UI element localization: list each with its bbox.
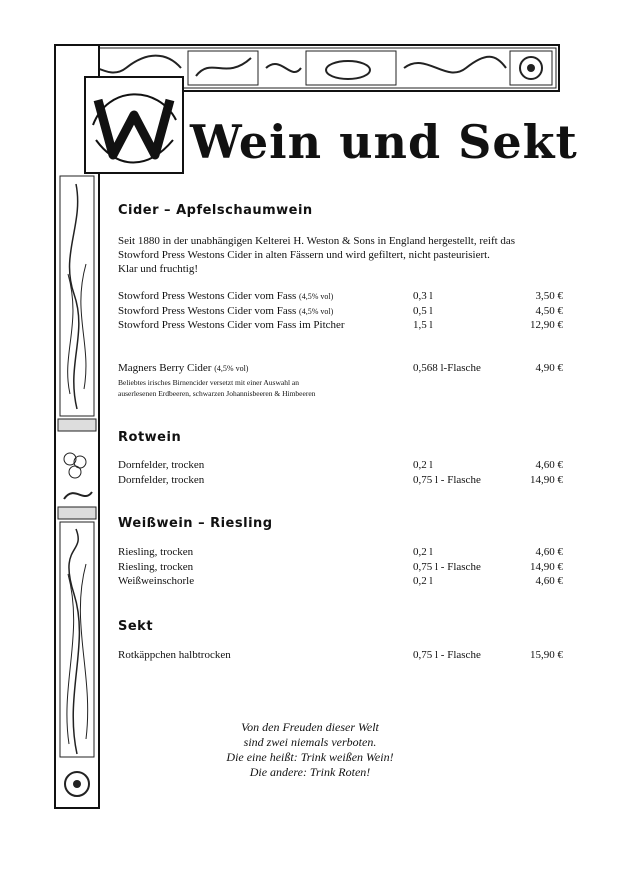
section-title-sekt: Sekt bbox=[118, 619, 154, 634]
quote-line: Die eine heißt: Trink weißen Wein! bbox=[226, 750, 394, 764]
item-size: 1,5 l bbox=[413, 319, 433, 331]
cider-intro-line: Seit 1880 in der unabhängigen Kelterei H. Weston & Sons in England hergestellt, reift das bbox=[118, 235, 516, 247]
item-size: 0,2 l bbox=[413, 575, 433, 587]
item-name: Riesling, trocken bbox=[118, 546, 194, 558]
quote-line: Von den Freuden dieser Welt bbox=[241, 720, 379, 734]
cider-intro-line: Stowford Press Westons Cider in alten Fässern und wird gefiltert, nicht pasteurisiert. bbox=[118, 249, 490, 261]
item-price: 14,90 € bbox=[530, 474, 563, 486]
menu-item bbox=[118, 546, 563, 560]
quote-line: sind zwei niemals verboten. bbox=[243, 735, 377, 749]
item-name: Weißweinschorle bbox=[118, 575, 195, 587]
item-price: 3,50 € bbox=[535, 290, 563, 302]
item-size: 0,568 l-Flasche bbox=[413, 362, 481, 374]
item-name: Riesling, trocken bbox=[118, 561, 194, 573]
item-price: 4,60 € bbox=[535, 575, 563, 587]
item-size: 0,5 l bbox=[413, 305, 433, 317]
menu-item bbox=[118, 474, 563, 488]
item-price: 15,90 € bbox=[530, 649, 563, 661]
item-name: Magners Berry Cider bbox=[118, 362, 212, 374]
menu-item bbox=[118, 319, 563, 333]
menu-item bbox=[118, 649, 563, 663]
item-size: 0,2 l bbox=[413, 459, 433, 471]
item-price: 4,60 € bbox=[535, 546, 563, 558]
item-name: Stowford Press Westons Cider vom Fass bbox=[118, 305, 297, 317]
item-price: 4,50 € bbox=[535, 305, 563, 317]
item-price: 14,90 € bbox=[530, 561, 563, 573]
vine-ornament-icon bbox=[56, 174, 98, 807]
item-note: (4,5% vol) bbox=[299, 307, 334, 316]
item-note: (4,5% vol) bbox=[214, 364, 249, 373]
item-size: 0,75 l - Flasche bbox=[413, 649, 481, 661]
menu-item bbox=[118, 561, 563, 575]
item-name: Rotkäppchen halbtrocken bbox=[118, 649, 231, 661]
cider-intro bbox=[118, 234, 515, 276]
item-name: Dornfelder, trocken bbox=[118, 474, 205, 486]
item-name: Stowford Press Westons Cider vom Fass im Pitcher bbox=[118, 319, 345, 331]
illuminated-initial-w-icon bbox=[88, 80, 180, 170]
item-note: (4,5% vol) bbox=[299, 292, 334, 301]
menu-item bbox=[118, 459, 563, 473]
section-title-rotwein: Rotwein bbox=[118, 430, 182, 445]
item-price: 4,60 € bbox=[535, 459, 563, 471]
item-size: 0,75 l - Flasche bbox=[413, 561, 481, 573]
item-size: 0,2 l bbox=[413, 546, 433, 558]
section-title-cider: Cider – Apfelschaumwein bbox=[118, 203, 313, 218]
item-price: 12,90 € bbox=[530, 319, 563, 331]
item-name: Dornfelder, trocken bbox=[118, 459, 205, 471]
item-price: 4,90 € bbox=[535, 362, 563, 374]
menu-item bbox=[118, 575, 563, 589]
cider-intro-line: Klar und fruchtig! bbox=[118, 263, 199, 275]
menu-item bbox=[118, 290, 563, 304]
description-line: auserlesenen Erdbeeren, schwarzen Johannisbeeren & Himbeeren bbox=[118, 389, 316, 398]
magners-description bbox=[118, 377, 315, 399]
section-title-weisswein: Weißwein – Riesling bbox=[118, 516, 273, 531]
menu-item bbox=[118, 305, 563, 319]
item-size: 0,75 l - Flasche bbox=[413, 474, 481, 486]
description-line: Beliebtes irisches Birnencider versetzt mit einer Auswahl an bbox=[118, 378, 299, 387]
page-title: Wein und Sekt bbox=[190, 115, 578, 169]
quote-line: Die andere: Trink Roten! bbox=[249, 765, 371, 779]
menu-item bbox=[118, 362, 563, 376]
item-name: Stowford Press Westons Cider vom Fass bbox=[118, 290, 297, 302]
item-size: 0,3 l bbox=[413, 290, 433, 302]
wine-quote bbox=[180, 720, 440, 780]
